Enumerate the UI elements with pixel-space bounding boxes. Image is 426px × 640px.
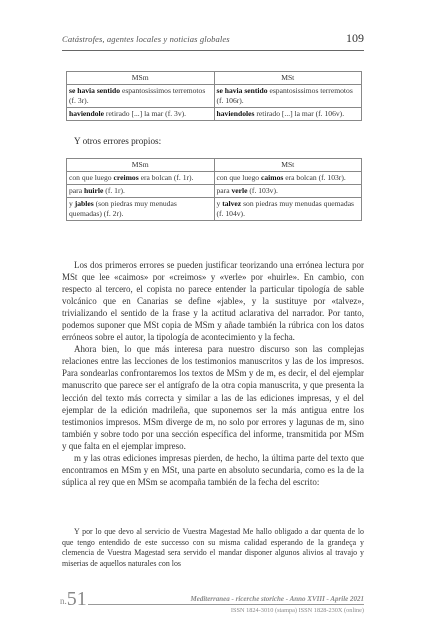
page-number: 109 bbox=[346, 31, 364, 45]
issue-number: n.51 bbox=[60, 588, 87, 610]
subheading: Y otros errores propios: bbox=[74, 136, 162, 146]
table-cell: y jables (son piedras muy menudas quemadas) (f. 2r). bbox=[67, 198, 215, 221]
comparison-table-1 bbox=[66, 71, 362, 121]
table-cell: haviendole retirado [...] la mar (f. 3v). bbox=[67, 108, 215, 121]
column-header: MSt bbox=[214, 159, 362, 172]
table-row bbox=[67, 198, 362, 221]
table-cell: haviendoles retirado [...] la mar (f. 106v). bbox=[214, 108, 362, 121]
issn-line: ISSN 1824-3010 (stampa) ISSN 1828-230X (online) bbox=[230, 607, 364, 614]
block-quote bbox=[62, 527, 364, 569]
running-header bbox=[62, 31, 364, 50]
column-header: MSm bbox=[67, 72, 215, 85]
table-cell: con que luego creimos era bolcan (f. 1r). bbox=[67, 172, 215, 185]
table-cell: se havia sentido espantosissimos terremotos (f. 3r). bbox=[67, 85, 215, 108]
paragraph: Ahora bien, lo que más interesa para nuestro discurso son las complejas relaciones entre las lecciones de los testimonios manuscritos y las de los impresos. Para sondearlas confrontaremos los textos de MSm y de m, es decir, el del ejemplar manuscrito que parece ser el antígrafo de la otra copia manuscrita, y que presenta la lección del texto más correcta y similar a las de las ediciones impresas, y el del ejemplar de la edición madrileña, que suponemos ser la más antigua entre los testimonios impresos. MSm diverge de m, no solo por errores y lagunas de m, sino también y sobre todo por una sección específica del informe, transmitida por MSm y que falta en el ejemplar impreso. bbox=[62, 344, 364, 451]
body-text bbox=[62, 259, 364, 488]
table-cell: con que luego caimos era bolcan (f. 103r). bbox=[214, 172, 362, 185]
table-header-row bbox=[67, 72, 362, 85]
table-header-row bbox=[67, 159, 362, 172]
table-cell: y talvez son piedras muy menudas quemadas (f. 104v). bbox=[214, 198, 362, 221]
footer-rule bbox=[88, 604, 364, 605]
running-title: Catástrofes, agentes locales y noticias globales bbox=[62, 34, 230, 44]
table-cell: para huirle (f. 1r). bbox=[67, 185, 215, 198]
paragraph: m y las otras ediciones impresas pierden, de hecho, la última parte del texto que encontramos en MSm y en MSt, una parte en absoluto secundaria, como es la de la súplica al rey que en MSm se acompaña también de la fecha del escrito: bbox=[62, 452, 364, 487]
paragraph: Los dos primeros errores se pueden justificar teorizando una errónea lectura por MSt que lee «caimos» por «creimos» y «verle» por «huirle». En cambio, con respecto al tercero, el copista no parece entender la particular tipología de sable volcánico que en Canarias se define «jable», y la sustituye por «talvez», trivializando el sentido de la frase y la actitud aclarativa del narrador. Por tanto, podemos suponer que MSt copia de MSm y añade también la rúbrica con los datos erróneos sobre el autor, la tipología de acontecimiento y la fecha. bbox=[62, 260, 364, 343]
table-row bbox=[67, 108, 362, 121]
journal-name: Mediterranea - ricerche storiche - Anno XVIII - Aprile 2021 bbox=[190, 595, 364, 603]
header-rule bbox=[62, 50, 364, 51]
table-row bbox=[67, 172, 362, 185]
table-cell: para verle (f. 103v). bbox=[214, 185, 362, 198]
table-row bbox=[67, 85, 362, 108]
quote-text: Y por lo que devo al servicio de Vuestra Magestad Me hallo obligado a dar quenta de lo que tengo entendido de este successo con su misma calidad esperando de la grandeça y clemencia de Vuestra Magestad sera servido el mandar disponer algunos alivios al travajo y miserias de aquellos naturales con los bbox=[62, 527, 364, 568]
column-header: MSm bbox=[67, 159, 215, 172]
table-row bbox=[67, 185, 362, 198]
comparison-table-2 bbox=[66, 158, 362, 221]
column-header: MSt bbox=[214, 72, 362, 85]
table-cell: se havia sentido espantosissimos terremotos (f. 106r). bbox=[214, 85, 362, 108]
